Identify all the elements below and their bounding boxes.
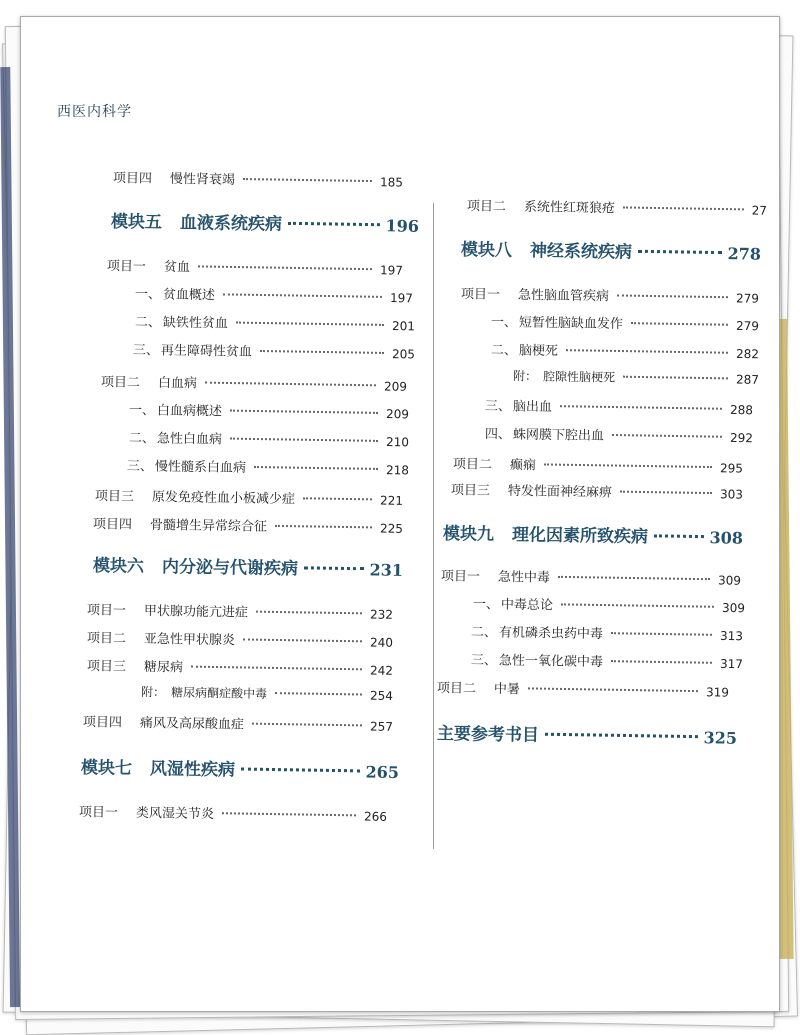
toc-entry	[485, 423, 753, 447]
toc-entry-label: 三、	[485, 399, 511, 414]
page-number: 197	[390, 291, 413, 305]
toc-entry-label: 三、	[127, 459, 153, 474]
toc-entry-title: 白血病概述	[157, 403, 222, 419]
toc-entry-label: 项目二	[101, 375, 140, 391]
toc-entry-label: 项目一	[107, 259, 146, 275]
toc-entry-label: 项目二	[467, 199, 506, 215]
toc-entry	[107, 255, 403, 280]
leader-dots	[544, 463, 712, 468]
toc-entry-label: 附：	[513, 369, 537, 383]
leader-dots	[254, 466, 378, 470]
toc-entry-title: 有机磷杀虫药中毒	[499, 625, 603, 642]
toc-entry-title: 系统性红斑狼疮	[524, 200, 615, 216]
toc-entry-label: 二、	[135, 315, 161, 330]
leader-dots	[275, 525, 372, 529]
toc-entry-title: 类风湿关节炎	[136, 806, 214, 822]
leader-dots	[241, 768, 360, 773]
page-number: 295	[720, 461, 743, 475]
toc-entry	[471, 649, 743, 673]
toc-entry	[79, 801, 387, 826]
toc-entry-label: 项目四	[113, 171, 152, 187]
toc-entry-title: 理化因素所致疾病	[512, 525, 648, 547]
toc-entry	[101, 371, 407, 396]
toc-entry-title: 腔隙性脑梗死	[543, 369, 615, 384]
toc-entry-title: 再生障碍性贫血	[161, 343, 252, 359]
leader-dots	[205, 382, 376, 387]
page-number: 309	[722, 601, 745, 615]
toc-entry-label: 项目三	[95, 489, 134, 505]
toc-entry-label: 项目一	[461, 287, 500, 303]
page-number: 317	[720, 657, 743, 671]
leader-dots	[243, 178, 372, 182]
page-number: 218	[386, 463, 409, 477]
page-number: 231	[369, 560, 403, 580]
toc-entry	[113, 167, 403, 192]
toc-entry-label: 项目三	[451, 483, 490, 499]
toc-entry	[513, 367, 759, 391]
toc-entry	[451, 479, 743, 504]
leader-dots	[303, 497, 372, 500]
toc-entry-title: 白血病	[158, 376, 197, 392]
toc-entry-title: 蛛网膜下腔出血	[513, 427, 604, 443]
toc-entry-title: 癫痫	[510, 458, 536, 473]
toc-entry	[83, 711, 393, 736]
page-number: 325	[703, 728, 737, 748]
toc-entry-title: 急性中毒	[498, 570, 550, 586]
toc-entry-label: 模块五	[111, 212, 162, 233]
leader-dots	[223, 293, 382, 297]
leader-dots	[260, 350, 384, 354]
running-head: 西医内科学	[57, 101, 132, 121]
toc-entry-title: 贫血概述	[163, 287, 215, 303]
toc-entry-title: 慢性髓系白血病	[155, 459, 246, 475]
leader-dots	[288, 222, 380, 226]
toc-entry-title: 内分泌与代谢疾病	[162, 557, 298, 579]
page-number: 313	[720, 629, 743, 643]
page-number: 278	[727, 244, 761, 264]
page-number: 303	[720, 487, 743, 501]
toc-entry-title: 特发性面神经麻痹	[508, 484, 612, 501]
toc-entry-label: 项目四	[93, 517, 132, 533]
page-number: 254	[370, 689, 393, 703]
toc-entry-label: 项目二	[437, 681, 476, 697]
toc-entry-label: 三、	[471, 653, 497, 668]
page-number: 309	[718, 573, 741, 587]
toc-entry	[135, 283, 413, 307]
leader-dots	[222, 812, 356, 816]
toc-entry-title: 骨髓增生异常综合征	[150, 518, 267, 535]
toc-page	[20, 16, 780, 1012]
leader-dots	[275, 692, 362, 695]
page-number: 225	[380, 522, 403, 536]
page-number: 282	[736, 347, 759, 361]
toc-entry	[95, 485, 403, 510]
toc-entry	[453, 453, 743, 478]
leader-dots	[631, 322, 728, 326]
page-number: 27	[752, 203, 767, 217]
page-number: 292	[730, 431, 753, 445]
toc-entry	[133, 339, 415, 363]
toc-entry-label: 模块九	[443, 524, 494, 545]
toc-entry-title: 亚急性甲状腺炎	[144, 632, 235, 648]
toc-entry-label: 一、	[135, 287, 161, 302]
toc-entry-label: 一、	[473, 597, 499, 612]
page-number: 265	[365, 762, 399, 782]
toc-entry-title: 脑梗死	[519, 343, 558, 359]
page-number: 240	[370, 635, 393, 649]
page-number: 185	[380, 175, 403, 189]
toc-entry	[141, 683, 393, 707]
leader-dots	[654, 534, 704, 538]
page-number: 287	[736, 373, 759, 387]
leader-dots	[620, 491, 712, 494]
toc-module-entry	[435, 719, 737, 750]
leader-dots	[638, 250, 722, 254]
leader-dots	[566, 349, 728, 354]
page-number: 210	[386, 435, 409, 449]
toc-entry-title: 贫血	[164, 260, 190, 275]
toc-entry	[135, 311, 415, 335]
page-number: 209	[386, 407, 409, 421]
leader-dots	[623, 206, 744, 210]
leader-dots	[561, 603, 714, 607]
toc-entry-title: 慢性肾衰竭	[170, 172, 235, 188]
toc-entry-title: 急性白血病	[157, 431, 222, 447]
toc-entry-label: 四、	[485, 427, 511, 442]
toc-entry-label: 项目一	[87, 603, 126, 619]
toc-entry	[87, 599, 393, 624]
toc-entry-label: 二、	[471, 625, 497, 640]
toc-entry-label: 项目三	[87, 659, 126, 675]
toc-entry-label: 二、	[129, 431, 155, 446]
toc-entry	[87, 655, 393, 680]
toc-module-entry	[111, 207, 419, 238]
toc-entry	[491, 339, 759, 363]
toc-entry-label: 模块八	[461, 240, 512, 261]
leader-dots	[230, 410, 378, 414]
leader-dots	[304, 566, 364, 570]
leader-dots	[252, 723, 362, 727]
toc-module-entry	[461, 235, 761, 266]
toc-entry-title: 主要参考书目	[437, 724, 539, 746]
toc-entry-title: 糖尿病酮症酸中毒	[171, 685, 267, 701]
toc-entry-title: 原发免疫性血小板减少症	[152, 490, 295, 507]
toc-entry	[485, 395, 753, 419]
toc-entry	[129, 427, 409, 451]
toc-entry-title: 急性脑血管疾病	[518, 288, 609, 304]
leader-dots	[230, 438, 378, 442]
toc-entry	[437, 677, 729, 702]
leader-dots	[558, 576, 710, 580]
toc-entry	[473, 593, 745, 617]
toc-entry-label: 项目二	[453, 457, 492, 473]
toc-entry-label: 附：	[141, 685, 165, 699]
toc-entry	[129, 399, 409, 423]
leader-dots	[545, 733, 698, 738]
toc-entry	[461, 283, 759, 308]
toc-entry-label: 二、	[491, 343, 517, 358]
page-number: 196	[385, 216, 419, 236]
toc-module-entry	[443, 519, 743, 550]
toc-entry-label: 项目一	[441, 569, 480, 585]
leader-dots	[617, 294, 728, 298]
toc-entry-label: 项目二	[87, 631, 126, 647]
leader-dots	[611, 632, 712, 636]
toc-entry-title: 脑出血	[513, 399, 552, 415]
toc-entry-title: 血液系统疾病	[180, 213, 282, 235]
leader-dots	[612, 434, 722, 438]
toc-entry-title: 缺铁性贫血	[163, 315, 228, 331]
leader-dots	[243, 638, 362, 642]
page-number: 279	[736, 319, 759, 333]
page-number: 209	[384, 379, 407, 393]
page-number: 308	[709, 528, 743, 548]
leader-dots	[191, 666, 362, 671]
toc-entry-label: 模块七	[81, 758, 132, 779]
page-number: 266	[364, 809, 387, 823]
page-number: 242	[370, 663, 393, 677]
toc-entry-title: 中毒总论	[501, 597, 553, 613]
leader-dots	[611, 660, 712, 664]
toc-entry-label: 一、	[491, 315, 517, 330]
toc-entry-title: 短暂性脑缺血发作	[519, 315, 623, 332]
toc-entry	[127, 455, 409, 479]
leader-dots	[560, 405, 722, 410]
page-number: 201	[392, 319, 415, 333]
leader-dots	[256, 611, 362, 615]
leader-dots	[236, 322, 384, 326]
toc-entry	[441, 565, 741, 590]
leader-dots	[198, 265, 372, 270]
toc-entry-title: 糖尿病	[144, 660, 183, 676]
page-number: 205	[392, 347, 415, 361]
toc-entry	[93, 513, 403, 538]
leader-dots	[623, 376, 728, 380]
page-number: 197	[380, 263, 403, 277]
toc-entry-title: 中暑	[494, 682, 520, 697]
leader-dots	[528, 687, 698, 692]
toc-entry-label: 项目四	[83, 715, 122, 731]
page-number: 319	[706, 685, 729, 699]
toc-entry	[491, 311, 759, 335]
toc-entry-title: 风湿性疾病	[150, 759, 235, 780]
page-number: 279	[736, 291, 759, 305]
toc-entry-title: 甲状腺功能亢进症	[144, 604, 248, 621]
toc-entry	[87, 627, 393, 652]
back-sheet-color-band	[0, 67, 20, 1007]
toc-entry	[467, 195, 767, 220]
column-divider	[433, 203, 434, 849]
toc-entry-title: 急性一氧化碳中毒	[499, 653, 603, 670]
toc-entry	[471, 621, 743, 645]
toc-entry-label: 模块六	[93, 556, 144, 577]
toc-entry-label: 三、	[133, 343, 159, 358]
toc-entry-label: 项目一	[79, 805, 118, 821]
toc-entry-title: 神经系统疾病	[530, 241, 632, 263]
toc-entry-title: 痛风及高尿酸血症	[140, 716, 244, 733]
toc-module-entry	[93, 551, 403, 582]
page-number: 288	[730, 403, 753, 417]
page-number: 221	[380, 493, 403, 507]
toc-entry-label: 一、	[129, 403, 155, 418]
page-number: 232	[370, 607, 393, 621]
toc-module-entry	[81, 753, 399, 784]
page-number: 257	[370, 720, 393, 734]
